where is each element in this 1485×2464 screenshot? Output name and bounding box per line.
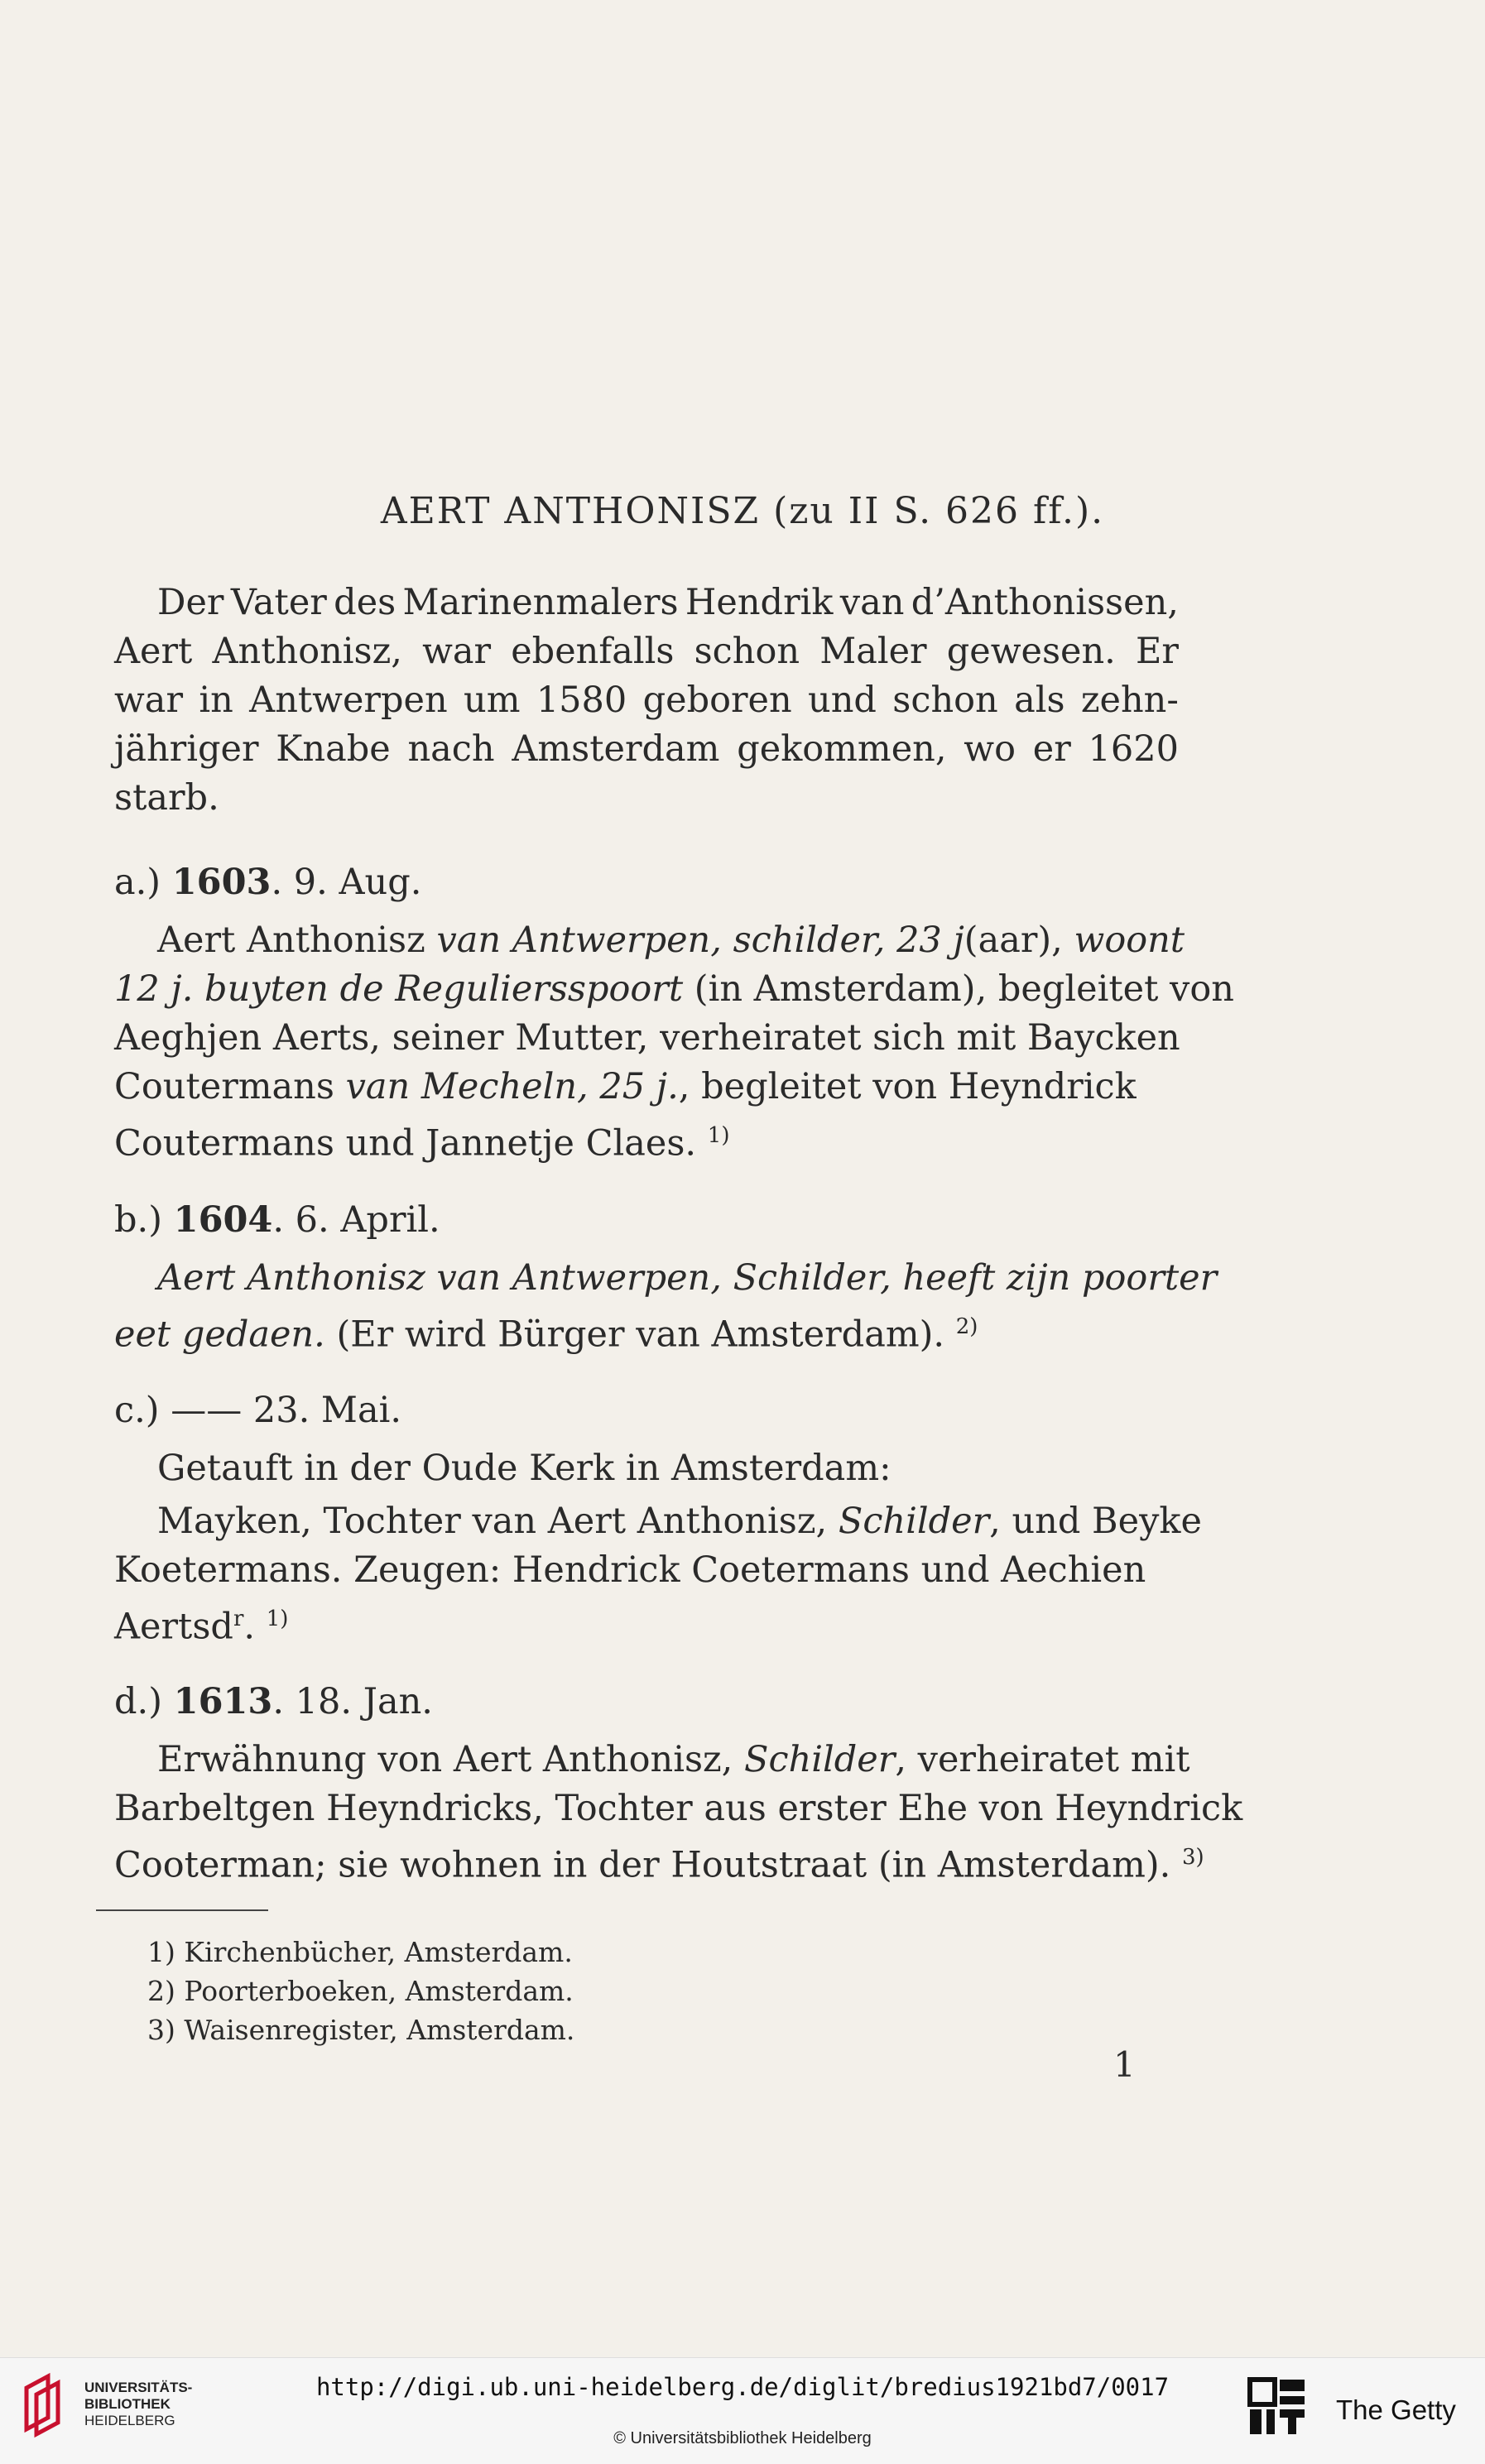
entry-d-heading: d.) 1613. 18. Jan. — [114, 1681, 433, 1722]
entry-b-line1: Aert Anthonisz van Antwerpen, Schilder, heeft zijn poorter — [157, 1257, 1218, 1299]
entry-a-line5: Coutermans und Jannetje Claes. $^{1)}$ — [114, 1122, 730, 1165]
para1-line2: Aert Anthonisz, war ebenfalls schon Maler gewesen. Er — [114, 631, 1179, 672]
entry-c-heading: c.) —— 23. Mai. — [114, 1390, 402, 1431]
entry-d-line2: Barbeltgen Heyndricks, Tochter aus erster Ehe von Heyndrick — [114, 1788, 1243, 1829]
footnote-ref: 3) — [1181, 1845, 1204, 1870]
footnote-ref: 2) — [955, 1314, 978, 1339]
entry-d-line1: Erwähnung von Aert Anthonisz, Schilder, verheiratet mit — [157, 1739, 1190, 1780]
para1-line4: jähriger Knabe nach Amsterdam gekommen, wo er 1620 — [114, 728, 1179, 770]
copyright-notice: © Universitätsbibliothek Heidelberg — [613, 2429, 872, 2447]
footnote-3: 3) Waisenregister, Amsterdam. — [147, 2014, 575, 2046]
page-number: 1 — [1113, 2044, 1136, 2085]
entry-b-line2: eet gedaen. (Er wird Bürger van Amsterdam). $^{2)}$ — [114, 1314, 978, 1356]
page-title: AERT ANTHONISZ (zu II S. 626 ff.). — [380, 490, 1105, 532]
entry-a-heading: a.) 1603. 9. Aug. — [114, 862, 422, 903]
para1-line3: war in Antwerpen um 1580 geboren und schon als zehn- — [114, 680, 1179, 721]
getty-logo-icon — [1247, 2376, 1308, 2438]
entry-a-line4: Coutermans van Mecheln, 25 j., begleitet von Heyndrick — [114, 1066, 1137, 1107]
getty-name: The Getty — [1336, 2394, 1456, 2425]
entry-c-line1: Getauft in der Oude Kerk in Amsterdam: — [157, 1448, 891, 1489]
entry-a-line1: Aert Anthonisz van Antwerpen, schilder, 23 j(aar), woont — [157, 920, 1185, 961]
entry-a-line2: 12 j. buyten de Reguliersspoort (in Amsterdam), begleitet von — [114, 968, 1234, 1010]
footnote-2: 2) Poorterboeken, Amsterdam. — [147, 1975, 574, 2007]
footnote-ref: 1) — [707, 1123, 730, 1148]
entry-c-line3: Koetermans. Zeugen: Hendrick Coetermans und Aechien — [114, 1549, 1146, 1591]
entry-a-line3: Aeghjen Aerts, seiner Mutter, verheiratet sich mit Baycken — [114, 1017, 1180, 1059]
viewer-footer — [0, 2357, 1485, 2464]
entry-c-line2: Mayken, Tochter van Aert Anthonisz, Schilder, und Beyke — [157, 1501, 1202, 1542]
footnote-1: 1) Kirchenbücher, Amsterdam. — [147, 1936, 573, 1968]
permalink-url[interactable]: http://digi.ub.uni-heidelberg.de/diglit/bredius1921bd7/0017 — [315, 2373, 1170, 2401]
entry-c-line4: Aertsd$^r$. $^{1)}$ — [114, 1606, 289, 1648]
footnote-ref: 1) — [266, 1607, 289, 1631]
university-library-name: UNIVERSITÄTS- BIBLIOTHEK HEIDELBERG — [84, 2380, 193, 2428]
entry-d-line3: Cooterman; sie wohnen in der Houtstraat (in Amsterdam). $^{3)}$ — [114, 1844, 1204, 1886]
para1-line5: starb. — [114, 777, 219, 819]
footnote-divider — [96, 1909, 268, 1911]
para1-line1: Der Vater des Marinenmalers Hendrik van d’Anthonissen, — [157, 582, 1179, 623]
entry-b-heading: b.) 1604. 6. April. — [114, 1199, 440, 1241]
